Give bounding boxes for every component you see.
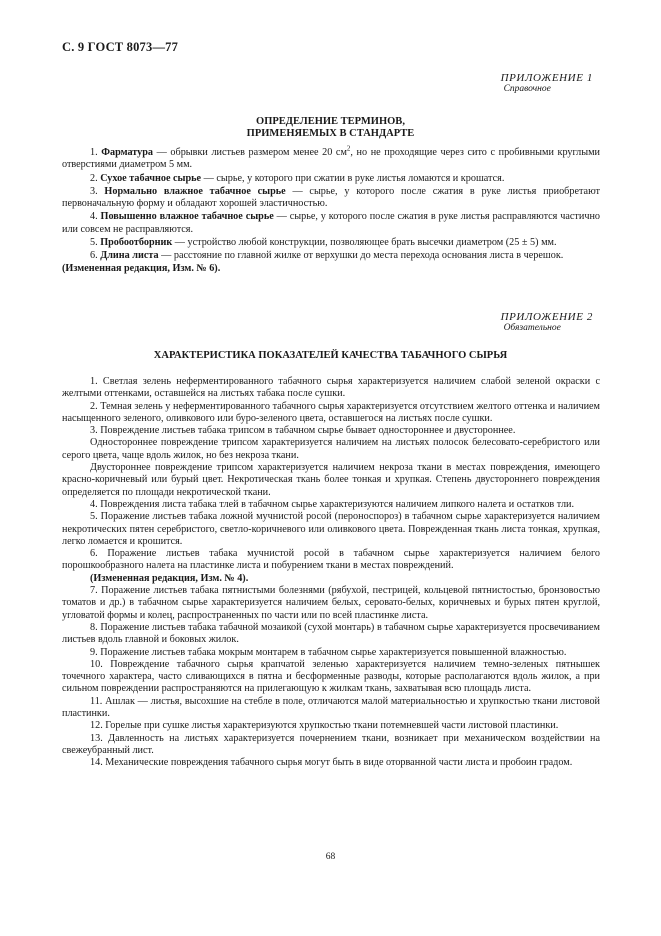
paragraph-7: 7. Поражение листьев табака пятнистыми болезнями (рябухой, пестрицей, кольцевой пятнистостью, бронзовостью томатов и др.) в табачном сырье характеризуется наличием белых, серовато-белых, коричневых и бурых пятен круглой, угловатой формы и колец, распространенных по части или по всей пластинке листа.	[62, 585, 600, 621]
appendix-2-label	[501, 311, 593, 333]
section-2-body	[62, 376, 600, 770]
paragraph-8: 8. Поражение листьев табака табачной мозаикой (сухой монтарь) в табачном сырье характеризуется просвечиванием листьев вдоль главной и боковых жилок.	[62, 621, 600, 646]
term-definition: — обрывки листьев размером менее 20 см	[153, 147, 347, 158]
term-item-5	[62, 237, 600, 249]
revision-text: (Измененная редакция, Изм. № 6).	[62, 262, 221, 274]
term-item-2	[62, 173, 600, 185]
revision-text: (Измененная редакция, Изм. № 4).	[90, 572, 249, 584]
paragraph-2: 2. Темная зелень у неферментированного табачного сырья характеризуется отсутствием желтого оттенка и наличием насыщенного зеленого, оливкового или буро-зеленого цвета, оставшегося на листьях после сушки.	[62, 400, 600, 424]
paragraph-13: 13. Давленность на листьях характеризуется почернением ткани, возникает при механическом воздействии на свежеубранный лист.	[62, 732, 600, 756]
appendix-2-type: Обязательное	[503, 323, 561, 333]
appendix-1-type: Справочное	[503, 84, 551, 94]
term-item-6	[62, 250, 600, 262]
term-number: 5.	[90, 237, 98, 249]
revision-note-2	[62, 573, 600, 585]
term-number: 6.	[90, 250, 98, 262]
page-number: 68	[325, 852, 336, 862]
appendix-1-title: ПРИЛОЖЕНИЕ 1	[500, 72, 593, 84]
term-item-3	[62, 186, 600, 211]
term-item-1	[62, 144, 600, 172]
term-number: 3.	[90, 185, 98, 197]
term-number: 2.	[90, 172, 98, 184]
paragraph-4: 4. Повреждения листа табака тлей в табачном сырье характеризуются наличием липкого налета и остатков тли.	[90, 498, 575, 510]
term-name: Сухое табачное сырье	[100, 172, 202, 184]
superscript: 2	[346, 144, 351, 153]
term-definition: — сырье, у которого после сжатия в руке листья расправляются частично или совсем не расправляются.	[62, 211, 600, 235]
revision-note-1	[62, 263, 600, 275]
paragraph-10: 10. Повреждение табачного сырья крапчатой зеленью характеризуется наличием темно-зеленых пятнышек точечного характера, часто сливающихся в пятна и бесформенные разводы, которые располагаются вдоль жилок, а при сильном повреждении распространяются на прилегающую к жилкам ткань, захватывая всю площадь листа.	[62, 658, 600, 695]
paragraph-14: 14. Механические повреждения табачного сырья могут быть в виде оторванной части листа и пробоин градом.	[90, 757, 573, 769]
section-1-title-line-2: ПРИМЕНЯЕМЫХ В СТАНДАРТЕ	[246, 128, 415, 139]
term-definition: — расстояние по главной жилке от верхушки до места перехода основания листа в черешок.	[158, 250, 564, 262]
term-number: 1.	[90, 147, 98, 158]
term-definition-cont: , но не проходящие через сито с пробивными круглыми отверстиями диаметром 5 мм.	[62, 147, 600, 171]
term-name: Пробоотборник	[100, 237, 173, 249]
paragraph-1: 1. Светлая зелень неферментированного табачного сырья характеризуется наличием слабой зеленой окраски с желтыми оттенками, оставшейся на листьях табака после сушки.	[62, 376, 600, 400]
paragraph-12: 12. Горелые при сушке листья характеризуются хрупкостью ткани потемневшей части листовой пластинки.	[90, 720, 559, 732]
paragraph-9: 9. Поражение листьев табака мокрым монтарем в табачном сырье характеризуется повышенной влажностью.	[90, 646, 567, 658]
section-2-title: ХАРАКТЕРИСТИКА ПОКАЗАТЕЛЕЙ КАЧЕСТВА ТАБАЧНОГО СЫРЬЯ	[153, 350, 508, 361]
term-name: Повышенно влажное табачное сырье	[100, 211, 274, 223]
term-definition: — устройство любой конструкции, позволяющее брать высечки диаметром (25 ± 5) мм.	[172, 237, 557, 249]
paragraph-3a: Одностороннее повреждение трипсом характеризуется наличием на листьях полосок белесовато-серебристого или серого цвета, чаще вдоль жилок, но без некроза ткани.	[62, 437, 600, 461]
term-definition: — сырье, у которого после сжатия в руке листья приобретают первоначальную форму и обладают хорошей эластичностью.	[62, 185, 601, 210]
term-name: Фарматура	[101, 147, 154, 158]
appendix-1-label	[501, 72, 593, 94]
appendix-2-title: ПРИЛОЖЕНИЕ 2	[500, 311, 593, 323]
paragraph-6: 6. Поражение листьев табака мучнистой росой в табачном сырье характеризуется наличием белого порошкообразного налета на пластинке листа и побурением ткани в местах повреждений.	[62, 548, 600, 572]
paragraph-3b: Двустороннее повреждение трипсом характеризуется наличием некроза ткани в местах повреждения, имеющего красно-коричневый или бурый цвет. Некротическая ткань более тонкая и хрупкая. Степень двустороннего повреждения определяется по площади некротической ткани.	[62, 462, 600, 498]
paragraph-5: 5. Поражение листьев табака ложной мучнистой росой (пероноспороз) в табачном сырье характеризуется наличием некротических пятен серебристого, светло-коричневого или оливкового цвета. Поврежденная ткань листа тонкая, хрупкая, легко ломается и крошится.	[62, 511, 600, 547]
paragraph-3: 3. Повреждение листьев табака трипсом в табачном сырье бывает одностороннее и двустороннее.	[90, 425, 516, 437]
document-header: С. 9 ГОСТ 8073—77	[62, 40, 179, 54]
term-name: Нормально влажное табачное сырье	[104, 185, 286, 197]
section-1-body	[62, 144, 601, 275]
term-item-4	[62, 211, 600, 236]
section-1-title	[62, 116, 599, 140]
term-name: Длина листа	[100, 250, 159, 262]
term-number: 4.	[90, 211, 98, 223]
term-definition: — сырье, у которого при сжатии в руке листья ломаются и крошатся.	[201, 172, 505, 184]
paragraph-11: 11. Ашлак — листья, высохшие на стебле в поле, отличаются малой материальностью и хрупкостью ткани листовой пластинки.	[62, 695, 600, 720]
section-1-title-line-1: ОПРЕДЕЛЕНИЕ ТЕРМИНОВ,	[256, 116, 405, 127]
